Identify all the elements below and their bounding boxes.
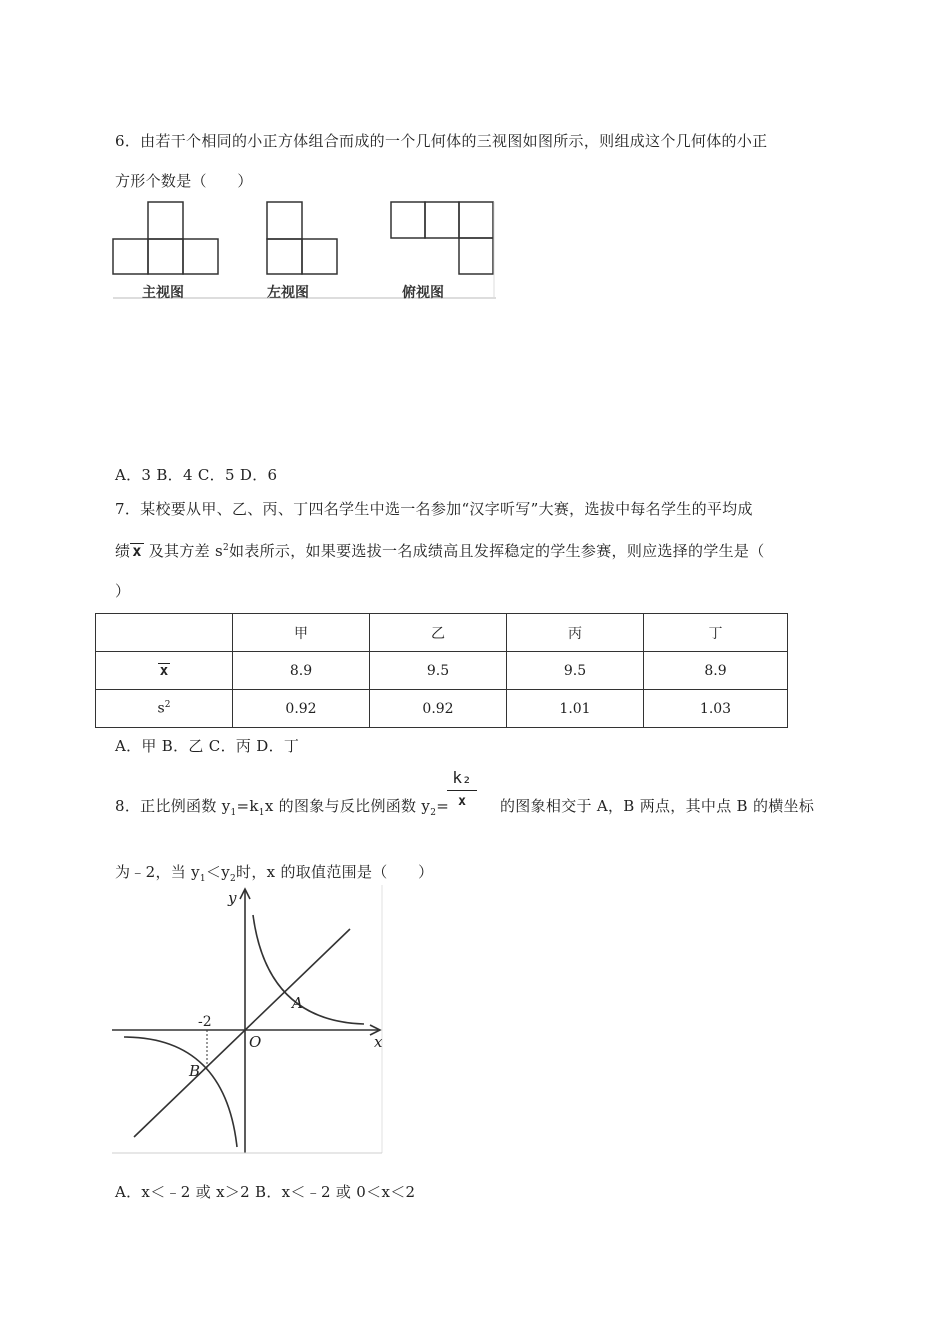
point-b-label: B <box>189 1062 201 1080</box>
row-label-variance: $s^2$ <box>96 690 233 728</box>
q7-stem-line3: ） <box>115 582 131 600</box>
table-cell: 8.9 <box>233 652 370 690</box>
table-cell: 1.03 <box>644 690 788 728</box>
q7-stem-line2: 绩 x 及其方差 $s^2$如表所示，如果要选拔一名成绩高且发挥稳定的学生参赛，则应选择的学生是（ <box>115 542 765 560</box>
table-header: 丁 <box>644 614 788 652</box>
front-view-top-square <box>148 202 183 239</box>
q7-options: A．甲 B．乙 C．丙 D．丁 <box>115 737 300 755</box>
fraction-numerator: k₂ <box>452 768 472 787</box>
q8-stem-line1-left: 8．正比例函数 $y_1=k_1x$ 的图象与反比例函数 $y_2=$ <box>115 797 450 818</box>
q7-stem-line1: 7．某校要从甲、乙、丙、丁四名学生中选一名参加“汉字听写”大赛，选拔中每名学生的平均成 <box>115 500 753 518</box>
table-cell <box>96 614 233 652</box>
mean-symbol: x <box>132 542 142 560</box>
table-cell: 1.01 <box>507 690 644 728</box>
origin-label: O <box>249 1033 262 1051</box>
table-cell: 9.5 <box>507 652 644 690</box>
table-cell: 9.5 <box>370 652 507 690</box>
top-view-caption: 俯视图 <box>402 285 444 301</box>
y-axis-label: y <box>228 889 237 907</box>
fraction-bar <box>447 790 477 791</box>
q8-stem-line2: 为﹣2，当 $y_1<y_2$时，x 的取值范围是（ ） <box>115 863 434 884</box>
left-view-caption: 左视图 <box>267 285 309 301</box>
fraction-denominator: x <box>458 794 466 809</box>
table-header: 丙 <box>507 614 644 652</box>
fraction-k2-over-x <box>447 768 477 809</box>
score-table <box>95 613 788 728</box>
table-cell: 0.92 <box>370 690 507 728</box>
table-row-mean <box>96 652 788 690</box>
table-header: 甲 <box>233 614 370 652</box>
graph-drawing <box>112 885 384 1155</box>
front-view-caption: 主视图 <box>142 285 184 301</box>
q6-options: A．3 B．4 C．5 D．6 <box>115 466 278 484</box>
three-views-figure <box>112 198 496 302</box>
q8-options: A．x＜﹣2 或 x＞2 B．x＜﹣2 或 0＜x＜2 <box>115 1183 416 1201</box>
table-cell: 0.92 <box>233 690 370 728</box>
table-cell: 8.9 <box>644 652 788 690</box>
q8-stem-line1-right: 的图象相交于 A，B 两点，其中点 B 的横坐标 <box>500 797 815 815</box>
table-header-row <box>96 614 788 652</box>
point-a-label: A <box>292 994 303 1012</box>
x-axis-label: x <box>374 1033 383 1051</box>
row-label-mean: x <box>96 652 233 690</box>
neg-two-label: -2 <box>198 1014 212 1030</box>
q6-stem-line2: 方形个数是（ ） <box>115 172 253 190</box>
table-header: 乙 <box>370 614 507 652</box>
table-row-variance <box>96 690 788 728</box>
linear-function-line <box>134 929 350 1137</box>
function-graph <box>112 885 384 1159</box>
q6-stem-line1: 6．由若干个相同的小正方体组合而成的一个几何体的三视图如图所示，则组成这个几何体的小正 <box>115 132 768 150</box>
